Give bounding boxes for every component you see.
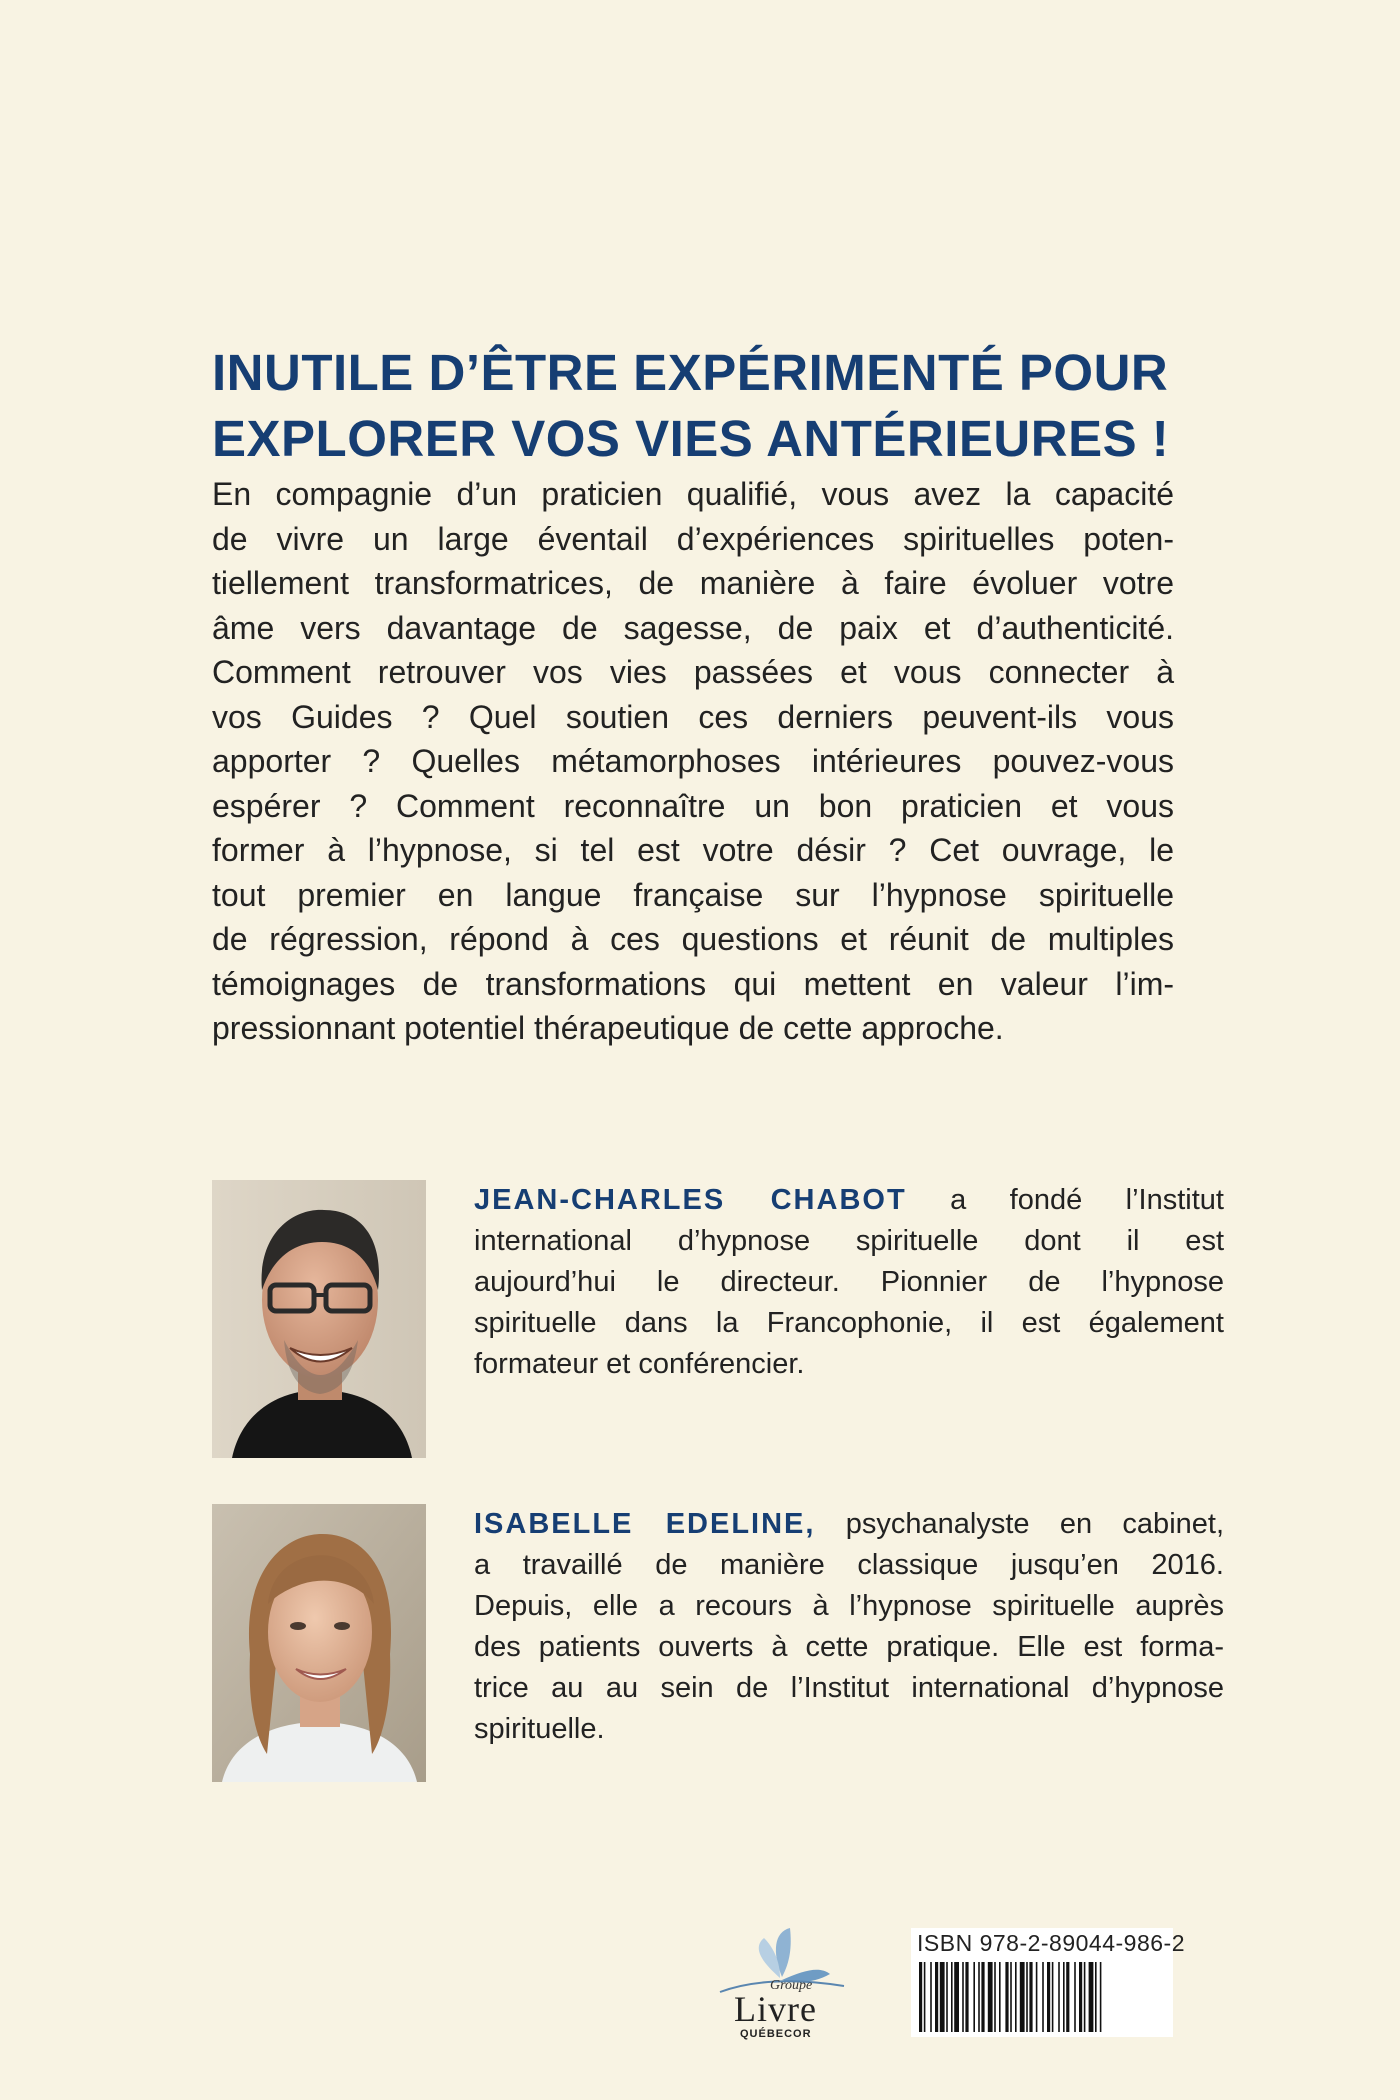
summary-paragraph: [212, 472, 1174, 1051]
barcode-bar: [1079, 1962, 1082, 2032]
barcode-image: [917, 1962, 1167, 2032]
summary-line: témoignages de transformations qui mettent en valeur l’im-: [212, 965, 1174, 1002]
summary-line: En compagnie d’un praticien qualifié, vous avez la capacité: [212, 476, 1174, 512]
barcode-bar: [1089, 1962, 1094, 2032]
headline-line-2: EXPLORER VOS VIES ANTÉRIEURES !: [212, 410, 1170, 467]
summary-line: pressionnant potentiel thérapeutique de cette approche.: [212, 1010, 1004, 1046]
summary-line: apporter ? Quelles métamorphoses intérieures pouvez-vous: [212, 743, 1174, 779]
headline: [212, 340, 1212, 472]
barcode-bar: [935, 1962, 938, 2032]
bio-line: aujourd’hui le directeur. Pionnier de l’hypnose: [474, 1266, 1224, 1298]
bio-line: international d’hypnose spirituelle dont il est: [474, 1225, 1224, 1257]
barcode-bar: [954, 1962, 959, 2032]
barcode-bar: [1042, 1962, 1044, 2032]
author-photo-edeline: [212, 1504, 426, 1782]
summary-line: Comment retrouver vos vies passées et vous connecter à: [212, 654, 1174, 690]
barcode-bar: [1052, 1962, 1054, 2032]
barcode-bar: [1058, 1962, 1060, 2032]
bio-line: des patients ouverts à cette pratique. Elle est forma-: [474, 1631, 1224, 1663]
barcode-bar: [1029, 1962, 1032, 2032]
summary-line: vos Guides ? Quel soutien ces derniers peuvent-ils vous: [212, 698, 1174, 735]
barcode-bar: [946, 1962, 948, 2032]
headline-line-1: INUTILE D’ÊTRE EXPÉRIMENTÉ POUR: [212, 344, 1169, 401]
barcode-bar: [930, 1962, 932, 2032]
barcode-bar: [988, 1962, 993, 2032]
author-name-chabot: JEAN-CHARLES CHABOT: [474, 1184, 907, 1216]
barcode-bar: [1063, 1962, 1065, 2032]
barcode-bar: [951, 1962, 953, 2032]
publisher-quebecor: QUÉBECOR: [740, 2028, 812, 2040]
barcode-bar: [973, 1962, 975, 2032]
isbn-barcode-block: [911, 1928, 1185, 2037]
isbn-text: ISBN 978-2-89044-986-2: [917, 1930, 1185, 1956]
barcode-bar: [1026, 1962, 1028, 2032]
barcode-bar: [924, 1962, 926, 2032]
bio-line-rest: psychanalyste en cabinet,: [845, 1508, 1225, 1540]
publisher-groupe: Groupe: [770, 1978, 813, 1993]
barcode-bar: [940, 1962, 945, 2032]
barcode-bar: [1100, 1962, 1102, 2032]
barcode-bar: [994, 1962, 996, 2032]
barcode-bar: [1074, 1962, 1076, 2032]
author-name-edeline: ISABELLE EDELINE,: [474, 1508, 816, 1540]
barcode-bar: [1015, 1962, 1017, 2032]
author-photo-chabot: [212, 1180, 426, 1458]
barcode-bar: [1020, 1962, 1025, 2032]
barcode-bar: [999, 1962, 1001, 2032]
bio-line: formateur et conférencier.: [474, 1348, 805, 1380]
author-bio-chabot: [474, 1180, 1224, 1385]
barcode-bar: [1036, 1962, 1038, 2032]
barcode-bar: [981, 1962, 984, 2032]
barcode-bar: [1095, 1962, 1097, 2032]
barcode-bar: [1010, 1962, 1012, 2032]
bio-line: Depuis, elle a recours à l’hypnose spirituelle auprès: [474, 1590, 1224, 1622]
barcode-bar: [919, 1962, 922, 2032]
bio-line: spirituelle dans la Francophonie, il est également: [474, 1307, 1224, 1339]
bio-line: [474, 1180, 1224, 1221]
bio-line: [474, 1504, 1224, 1545]
publisher-livre: Livre: [734, 1989, 817, 2029]
barcode-bar: [978, 1962, 980, 2032]
barcode-bar: [1066, 1962, 1069, 2032]
bio-line: a travaillé de manière classique jusqu’en 2016.: [474, 1549, 1224, 1581]
summary-line: former à l’hypnose, si tel est votre désir ? Cet ouvrage, le: [212, 832, 1174, 868]
barcode-bar: [965, 1962, 968, 2032]
bio-line: trice au au sein de l’Institut international d’hypnose: [474, 1672, 1224, 1704]
barcode-bar: [1084, 1962, 1086, 2032]
summary-line: de régression, répond à ces questions et réunit de multiples: [212, 921, 1174, 957]
barcode-bar: [1047, 1962, 1050, 2032]
author-bio-edeline: [474, 1504, 1224, 1750]
summary-line: tout premier en langue française sur l’hypnose spirituelle: [212, 876, 1174, 913]
barcode-bar: [962, 1962, 964, 2032]
bio-line-rest: a fondé l’Institut: [950, 1184, 1224, 1216]
bio-line: spirituelle.: [474, 1713, 605, 1745]
summary-line: de vivre un large éventail d’expériences spirituelles poten-: [212, 520, 1174, 557]
publisher-logo: [712, 1922, 848, 2040]
barcode-bar: [1005, 1962, 1008, 2032]
summary-line: âme vers davantage de sagesse, de paix et d’authenticité.: [212, 609, 1174, 646]
summary-line: espérer ? Comment reconnaître un bon praticien et vous: [212, 787, 1174, 824]
summary-line: tiellement transformatrices, de manière à faire évoluer votre: [212, 565, 1174, 601]
